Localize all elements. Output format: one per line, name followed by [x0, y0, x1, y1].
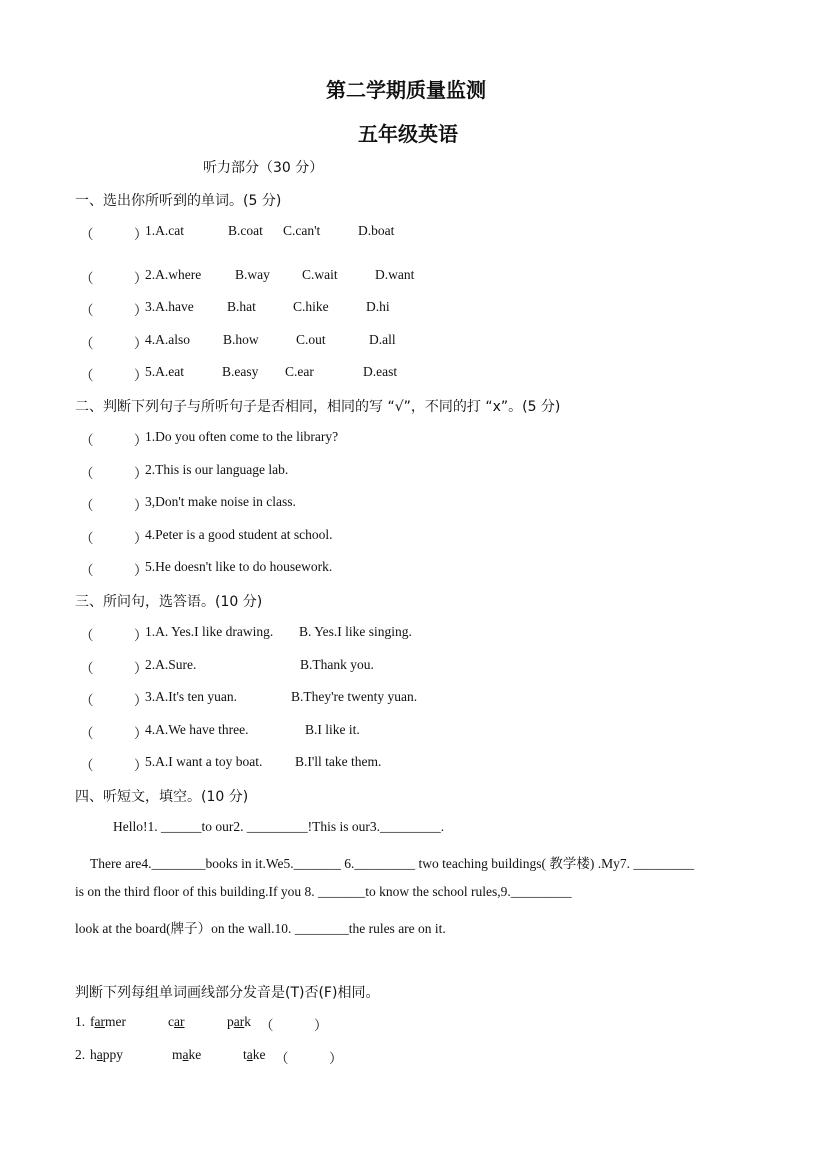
- phonics-item-1: [75, 1014, 375, 1034]
- option-d: D.hi: [366, 299, 390, 314]
- option-a: 5.A.I want a toy boat.: [145, 754, 263, 769]
- answer-paren: （ ）: [80, 271, 148, 286]
- answer-paren: （ ）: [80, 227, 148, 242]
- answer-paren: （ ）: [80, 628, 148, 643]
- answer-paren: （ ）: [80, 433, 148, 448]
- answer-paren: （ ）: [80, 531, 148, 546]
- section-1-heading: 一、选出你所听到的单词。(5 分): [75, 193, 282, 209]
- option-b: B.I'll take them.: [295, 754, 382, 769]
- answer-paren: （ ）: [80, 693, 148, 708]
- sentence: 4.Peter is a good student at school.: [145, 527, 333, 542]
- option-d: D.east: [363, 364, 398, 379]
- option-b: B. Yes.I like singing.: [299, 624, 412, 639]
- passage-line-1: Hello!1. ______to our2. _________!This is our3._________.: [113, 819, 445, 834]
- section-4-heading: 四、听短文，填空。(10 分): [75, 789, 249, 805]
- sentence: 2.This is our language lab.: [145, 462, 289, 477]
- option-c: C.ear: [285, 364, 314, 379]
- question-option-a: 3.A.have: [145, 299, 194, 314]
- section-2-heading: 二、判断下列句子与所听句子是否相同，相同的写 “√”，不同的打 “x”。(5 分): [75, 399, 561, 415]
- option-c: C.hike: [293, 299, 329, 314]
- word: happy: [90, 1047, 123, 1062]
- word: park: [227, 1014, 251, 1029]
- passage-line-3: is on the third floor of this building.If you 8. _______to know the school rules,9._________: [75, 884, 572, 899]
- answer-paren: （ ）: [80, 661, 148, 676]
- option-a: 3.A.It's ten yuan.: [145, 689, 238, 704]
- phonics-item-2: [75, 1047, 375, 1067]
- word: car: [168, 1014, 185, 1029]
- answer-paren: （ ）: [260, 1018, 328, 1033]
- passage-line-2: There are4.________books in it.We5._______ 6._________ two teaching buildings( 教学楼) .My7. _________: [90, 856, 695, 871]
- sentence: 1.Do you often come to the library?: [145, 429, 339, 444]
- option-d: D.want: [375, 267, 415, 282]
- item-number: 1.: [75, 1014, 86, 1029]
- answer-paren: （ ）: [275, 1051, 343, 1066]
- option-a: 4.A.We have three.: [145, 722, 249, 737]
- option-b: B.easy: [222, 364, 259, 379]
- item-number: 2.: [75, 1047, 86, 1062]
- answer-paren: （ ）: [80, 368, 148, 383]
- word: make: [172, 1047, 202, 1062]
- answer-paren: （ ）: [80, 336, 148, 351]
- answer-paren: （ ）: [80, 303, 148, 318]
- option-b: B.way: [235, 267, 270, 282]
- page-subtitle: 五年级英语: [358, 122, 458, 146]
- sentence: 5.He doesn't like to do housework.: [145, 559, 333, 574]
- option-d: D.all: [369, 332, 396, 347]
- section-5-heading: 判断下列每组单词画线部分发音是(T)否(F)相同。: [75, 985, 380, 1001]
- option-b: B.They're twenty yuan.: [291, 689, 418, 704]
- option-b: B.Thank you.: [300, 657, 374, 672]
- answer-paren: （ ）: [80, 758, 148, 773]
- answer-paren: （ ）: [80, 466, 148, 481]
- word: farmer: [90, 1014, 126, 1029]
- answer-paren: （ ）: [80, 563, 148, 578]
- page-title: 第二学期质量监测: [326, 78, 486, 102]
- option-a: 2.A.Sure.: [145, 657, 197, 672]
- question-option-a: 1.A.cat: [145, 223, 184, 238]
- option-c: C.out: [296, 332, 326, 347]
- section-3-heading: 三、所问句，选答语。(10 分): [75, 594, 263, 610]
- question-option-a: 4.A.also: [145, 332, 190, 347]
- option-b: B.coat: [228, 223, 263, 238]
- answer-paren: （ ）: [80, 498, 148, 513]
- passage-line-4: look at the board(牌子）on the wall.10. ________the rules are on it.: [75, 921, 446, 936]
- option-d: D.boat: [358, 223, 395, 238]
- option-b: B.I like it.: [305, 722, 360, 737]
- option-b: B.hat: [227, 299, 256, 314]
- option-b: B.how: [223, 332, 259, 347]
- answer-paren: （ ）: [80, 726, 148, 741]
- option-c: C.can't: [283, 223, 321, 238]
- listening-part-label: 听力部分（30 分）: [203, 160, 324, 176]
- option-c: C.wait: [302, 267, 338, 282]
- word: take: [243, 1047, 266, 1062]
- option-a: 1.A. Yes.I like drawing.: [145, 624, 274, 639]
- question-option-a: 5.A.eat: [145, 364, 184, 379]
- sentence: 3,Don't make noise in class.: [145, 494, 296, 509]
- question-option-a: 2.A.where: [145, 267, 202, 282]
